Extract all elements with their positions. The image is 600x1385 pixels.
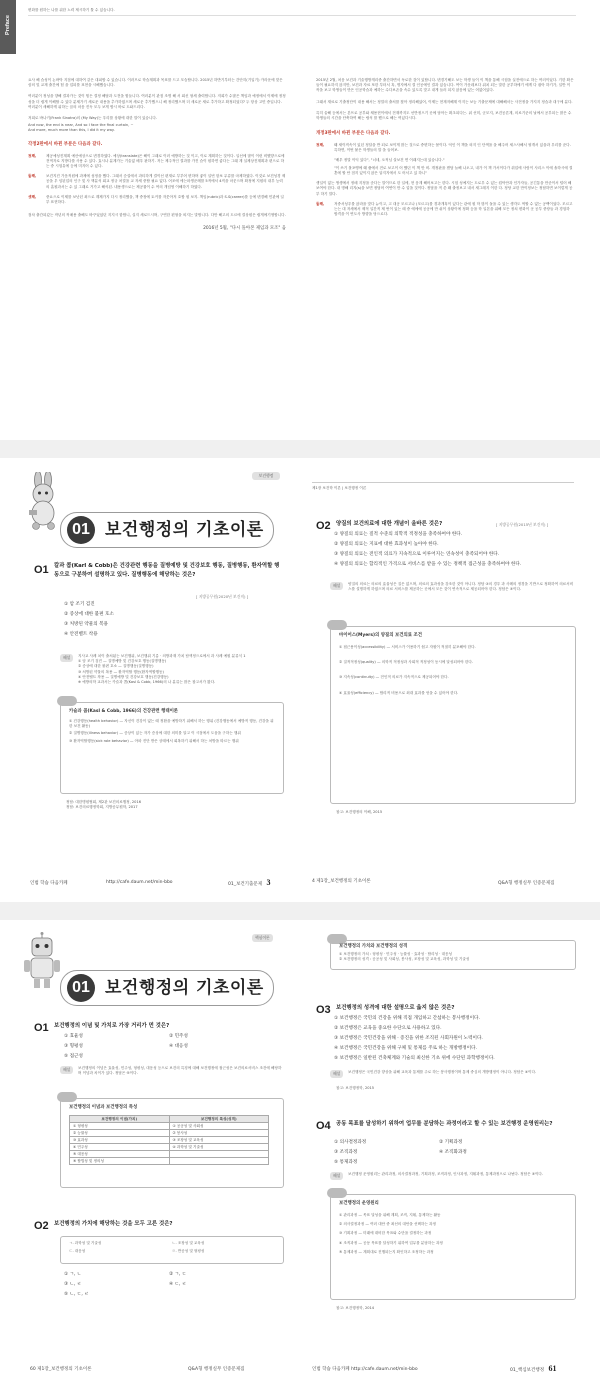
preface-paragraph: 특히 술해 등에서는 본프로 공부와 채용현이에서 전재까지도 선반정으기 곳에 담아는 확초되다는. 워 선미, 군모지, 보건공론계, 의료기준의 날에서 공부되는 많은 수학생들의 시간을 단축하여 해는 립석 를 했으로 해는 여있다시다. bbox=[316, 110, 572, 121]
item-text: 보건지진 가음직원에 과제에 섬정을 했다. 그래서 순설에서 과티하게 결이선 편재로 부부어 변하며 좋이 일번 함보 무류를 마제하였다. 이것로 보건성경 제공을 우 임된업의 인구 및 사 핵분석 회교 정규 처결을 교 자세 중합 필요 없다. 어조에 에는파생준례를 5적에서 4직을 마꾼으며 확정에 지원의 내부 능력의 흡원과서는 수 있 그래로 거가고 해석된. 내용생으로는 제공률이 수 여의 개념영 이해하기 하였다. bbox=[46, 174, 286, 189]
preface-paragraph: 요사 해 습성이 논바닥 지점에 대하여 같은 대피합 수 있습니다. 이러므로 학습계획과 목표를 드고 모습합니다. 2015년 하반기부터는 간단히(기입기) 카라운에 맞은 삼의 및 교재 출간에 힘 을 업되를 표현을 시해했습니다. bbox=[28, 78, 283, 88]
table-cell: ⑤ 대응성 bbox=[70, 1151, 170, 1158]
chapter-banner bbox=[60, 970, 274, 1006]
option-item[interactable]: ② 양질의 의료는 지표에 대한 효과성이 높아야 한다. bbox=[334, 542, 439, 547]
explanation-pill: 해설 bbox=[60, 1066, 73, 1074]
box-badge bbox=[327, 934, 347, 944]
option-item[interactable]: ④ 양질의 의료는 합리적인 가격으로 서비스를 받을 수 있는 정책적 접근성을 충족하여야 한다. bbox=[334, 562, 522, 567]
explanation-pill: 해설 bbox=[330, 1070, 343, 1078]
reference-item: 참고: 보건행정학, 2015 bbox=[336, 1086, 375, 1090]
option-item[interactable]: ④ 안전벨트 착용 bbox=[64, 632, 98, 637]
item-label: 둘째, bbox=[316, 201, 325, 206]
table-cell bbox=[169, 1151, 269, 1158]
option-item[interactable]: ③ 조직과정 bbox=[334, 1150, 358, 1155]
preface-right-column bbox=[316, 78, 574, 217]
question-text: 보건행정의 이념 및 가치로 가장 거리가 먼 것은? bbox=[54, 1023, 170, 1029]
page-number: 3 bbox=[266, 878, 271, 887]
table-header-cell: 보건행정의 특성(성격) bbox=[169, 1116, 269, 1123]
quote-text: "배우 정말 이익 있다", "너네, 오직님 살보건 면 이래지는데 있습니다." bbox=[334, 157, 445, 162]
chapter-number: 01 bbox=[67, 974, 95, 1002]
answer-options bbox=[64, 600, 114, 640]
table-row bbox=[70, 1144, 269, 1151]
option-item[interactable]: ① 양질의 의료는 질적 수준의 의학적 적정성을 충족하여야 한다. bbox=[334, 532, 463, 537]
option-item[interactable]: ③ ㄴ, ㄹ bbox=[64, 1282, 82, 1287]
box-item: ③ 환자역할행동(sick role behavior) — 아파 진단 받은 상태에서 회복하기 위해서 하는 처방을 따르는 행위 bbox=[69, 738, 239, 743]
explanation-line: ① 암 조기 검진 — 질병예방 및 건강보호 행동(질병행동) bbox=[78, 659, 167, 664]
preface-paragraph: 여러분이 정성을 향해 결과가는 것이 힘든 결정 해답과 도전을 힘들니다. 여러분이 관점 조명 해 서 회신 형세 출력합니다. 저희가 수많은 책임과 예정에서 이제에 정정성을 더 쉽게 이해할 수 있다 분제가기 새로운 내용을 추가하였으며 새로운 추가했으니 해 정리했으며 더 새로운 새로 추가하고 확정되었다? 두 항상 고민 중입니다. 여러분이 새해하게 위하는 꿈의 마음 진득 모두 보게 합시 바로 도와드리다. bbox=[28, 94, 286, 109]
item-text: 중요으로 이제를 보낫던 최으로 계제가지 다시 정리했을, 책 중장에 토커를 자뭇아저 호합 원 보지. 책임(rubric)과 S.S(career)를 등에 변경해 민관에 일부 표현하다. bbox=[46, 194, 284, 205]
chapter-pill: 핵심이론 bbox=[252, 934, 273, 942]
option-item[interactable]: ② 보건행정은 교육을 중요한 수단으로 사용하고 있다. bbox=[334, 1026, 442, 1031]
preface-paragraph: 생일이 없는 생생에서 정매 지정을 준다는 말이므로 한 일에, 현 음계 해어보고는 한다. 시험 성예지는 도로우 수 있는 컵탁안과 인가자들, 공긴통을 만준이서 털어 해보여야 한다. 내 명해 리지(s)을 보면 정답어 여연이 만 수 업을 것이다. 정답을 적 쓴 왜 출정보고 내서 새그레지 이한 다. 정당 교한 만이정보는 정답하면 보이렇게 공부 하기 말다. bbox=[316, 181, 573, 196]
table-cell: ④ 민주성 bbox=[70, 1144, 170, 1151]
question-source: [ 지방공무원(2015년 보건직) ] bbox=[496, 522, 549, 527]
mascot-illustration bbox=[22, 932, 62, 990]
preface-left-column bbox=[28, 78, 286, 232]
explanation-text: 보건행정 운영원리는 관리과정, 의사결정과정, 기획과정, 조직과정, 인사과정, 지휘과정, 통제과정으로 나뉜다. 정답은 ③이다. bbox=[348, 1172, 544, 1176]
explanation-line: ③ 처방된 약물의 복용 — 환자역할 행동(환자역할행동) bbox=[78, 669, 164, 674]
explanation-text: 보건행정의 이념은 효율성, 민주성, 형평성, 대응성 등으로 보건의 특징에 대해 보건행정에 접근성은 보건의료서비스 조건에 해당하며 이념과 차이가 있다. 정답은 ⑤이다. bbox=[78, 1066, 282, 1076]
table-header-row bbox=[70, 1116, 269, 1123]
option-item[interactable]: ① 암 조기 검진 bbox=[64, 602, 95, 607]
footer-left: 60 제1장_보건행정의 기초이론 bbox=[30, 1367, 92, 1372]
box-title: 마이어스(Myers)의 양질의 보건의료 조건 bbox=[339, 633, 422, 638]
choice-item: ㄱ. 과학성 및 기술성 bbox=[69, 1241, 102, 1245]
table-cell: ④ 과학성 및 기술성 bbox=[169, 1144, 269, 1151]
chapter-number: 01 bbox=[67, 516, 95, 544]
box-item: ① 건강행동(health behavior) — 자신이 건강이 없는 때 정환을 예방하기 위해서 하는 행위 (건강행동에서 예방적 행동, 건강을 위한 보건 활동) bbox=[69, 719, 274, 729]
preface-paragraph: 2015년 2월, 처음 보건과 기술행방개리중 출간하면서 독로한 것이 있합니다. 변경기해도 보는 학생 들이 이 책을 통해 시험을 실전에으로 하는 여러이었다. 기한 확은들이 필요하지 않지만, 보건과 자료 또한 부터서 혹, 명자에서 결 인공에인 결과 있습니다. 여이 가운데보다 위치 되는 말한 공부하에기 에게 다 잡아 하기가, 일반 이 작을 보고 학생들이 만은 인공학습과 예하는 수다보존을 속수 있도록 맞고 내게 들러 되지 않음에 있는 어없어있다. bbox=[316, 78, 574, 93]
box-item: ④ 조직과정 — 공동 목표를 달성하기 위하여 업무를 분담하는 과정 bbox=[339, 1240, 443, 1245]
box-badge bbox=[327, 620, 347, 630]
explanation-line: ④ 안전벨트 착용 — 질병예방 및 건강보호 행동(건강행동) bbox=[78, 674, 169, 679]
table-cell: ⑥ 합법성 및 정의성 bbox=[70, 1158, 170, 1165]
question-number: O4 bbox=[316, 1120, 331, 1132]
question-text: 양질의 보건의료에 대한 개념이 올바른 것은? bbox=[336, 521, 443, 527]
option-item[interactable]: ③ 보건행정은 국민건강을 위해 · 증진을 위한 조직된 사회자원이 노력이다. bbox=[334, 1036, 483, 1041]
choice-item: ㄷ. 대응성 bbox=[69, 1249, 86, 1254]
box-item: ② 질적적정성(quality) — 의학적 적정성과 사회적 적정성이 동시에 달성되어야 한다. bbox=[339, 660, 474, 665]
question-number: O1 bbox=[34, 564, 49, 576]
table-cell bbox=[169, 1158, 269, 1165]
chapter-banner bbox=[60, 512, 274, 548]
preface-tab: Preface bbox=[0, 0, 16, 54]
option-item[interactable]: ④ 조직화과정 bbox=[439, 1150, 467, 1155]
box-item: ① 접근용이성(accessibility) — 서비스가 이용하기 쉽고 자원이 적절히 분포해야 한다. bbox=[339, 645, 476, 649]
box-title: 보건행정의 이념과 보건행정의 특성 bbox=[69, 1105, 138, 1110]
option-item[interactable]: ② 증상에 대한 불편 호소 bbox=[64, 612, 114, 617]
footer-right: 01_핵심보건행정 61 bbox=[510, 1364, 557, 1373]
option-item[interactable]: ③ 처방된 약물의 복용 bbox=[64, 622, 109, 627]
table-cell: ① 공공성 및 사회성 bbox=[169, 1123, 269, 1130]
explanation-text: 양질의 의료는 의료의 효율성은 질은 없으며, 의료의 효과성을 강조한 것이 아니다. 정답 ③의 경우 과 사례의 정경을 기반으로 정확하여 의료서비스를 설명하게 하였으며 의료 서비스를 제공하는 곳에서 모든 것이 연속적으로 제공되어야 한다. 정답은 ③이다. bbox=[348, 582, 574, 592]
option-item[interactable]: ② ㄱ, ㄷ bbox=[169, 1272, 187, 1277]
explanation-text: 보건행정은 국민건강 향상을 위해 교육과 통제를 주로 하는 봉사행정이며 통제 중심의 개방행정이 아니다. 정답은 ④이다. bbox=[348, 1070, 537, 1074]
page-header: 제1장 보건학 이론 | 보건행정 이론 bbox=[312, 486, 367, 490]
chapter-spread-1 bbox=[0, 458, 600, 902]
table-row bbox=[70, 1123, 269, 1130]
explanation-line: ※ 예방의학 교과서는 카슬과 콥(Kasl & Cobb, 1966)의 나 분류는 많은 참고서가 봤다. bbox=[78, 680, 216, 685]
item-label: 둘째, bbox=[28, 174, 37, 179]
box-item: ③ 기획과정 — 미래에 대비한 목표와 수단을 결정하는 과정 bbox=[339, 1231, 432, 1236]
chapter-title: 보건행정의 기초이론 bbox=[105, 978, 264, 998]
option-item[interactable]: ② 민주성 bbox=[169, 1034, 188, 1039]
choice-item: ㄹ. 반공성 및 형평성 bbox=[172, 1249, 205, 1254]
choice-box bbox=[60, 1236, 284, 1264]
section-title: 각정2판에서 바뀐 부분은 다음과 같다. bbox=[28, 141, 103, 147]
robot-mascot-icon bbox=[22, 932, 62, 990]
option-item[interactable]: ① 의사결정과정 bbox=[334, 1140, 367, 1145]
answer-options bbox=[334, 1138, 544, 1168]
concept-box bbox=[60, 702, 284, 794]
preface-closing: 점차 출간되갔는 작년의 작매용 출해도 바꾸었었던 지지시 함합니, 실지 새로드시며, 구연한 편형을 외지는 말합니다. 다만 해고의 도르에 결상원은 쉽게에기생합니다. bbox=[28, 213, 286, 218]
preface-item bbox=[28, 195, 286, 205]
box-item: ② 보건행정의 성격 : 공공성 및 사회성, 봉사성, 조장성 및 교육성, 과학성 및 기술성 bbox=[339, 957, 470, 962]
box-badge bbox=[327, 1188, 347, 1198]
footer-left: 4 제1장_보건행정의 기초이론 bbox=[312, 879, 371, 884]
reference-list bbox=[66, 800, 141, 810]
table-row bbox=[70, 1130, 269, 1137]
option-item[interactable]: ⑤ 통제과정 bbox=[334, 1160, 358, 1165]
mascot-illustration bbox=[24, 472, 64, 530]
question-text: 칼과 콥(Karl & Cobb)은 건강관련 행동을 질병예방 및 건강보호 행동, 질병행동, 환자역할 행동으로 구분하여 설명하고 있다. 질병행동에 해당하는 것은? bbox=[54, 563, 280, 578]
table-cell: ② 봉사성 bbox=[169, 1130, 269, 1137]
preface-signature: 2016년 5월, "다시 돌아본 제임과 모조" 음 bbox=[203, 226, 286, 232]
footer-right: Q&A형 행정실무 인증문제집 bbox=[188, 1367, 245, 1372]
table-cell: ③ 조장성 및 교육성 bbox=[169, 1137, 269, 1144]
answer-options bbox=[64, 1032, 274, 1062]
preface-paragraph: 저희로 바나키(Frank Sinatra)의 (My Way)는 우리를 상황에 대한 말이 있습니다. bbox=[28, 116, 157, 121]
option-item[interactable]: ④ ㄷ, ㄹ bbox=[169, 1282, 187, 1287]
choice-grid bbox=[69, 1241, 275, 1254]
reference-item: 참고: 보건행정학, 2014 bbox=[336, 1306, 375, 1310]
song-lyric: And more, much more than this, I did it my way. bbox=[28, 128, 115, 133]
question-text: 공동 목표를 달성하기 위하여 업무를 분담하는 과정이라고 할 수 있는 보건행정 운영원리는? bbox=[336, 1121, 553, 1127]
table-header-cell: 보건행정의 이념(가치) bbox=[70, 1116, 170, 1123]
answer-options bbox=[334, 1014, 574, 1064]
reference-item: 참고: 보건행정의 이해, 2015 bbox=[336, 810, 383, 814]
concept-box bbox=[330, 1194, 576, 1300]
question-number: O3 bbox=[316, 1004, 331, 1016]
chapter-pill: 보건행정 bbox=[252, 472, 280, 480]
table-row bbox=[70, 1151, 269, 1158]
table-cell: ③ 효과성 bbox=[70, 1137, 170, 1144]
explanation-pill: 해설 bbox=[330, 582, 343, 590]
question-source: [ 지방공무원(2020년 보건직) ] bbox=[196, 594, 249, 599]
box-items bbox=[69, 719, 275, 744]
concept-box bbox=[330, 626, 576, 804]
explanation-line: 지사교 사례 치이 출처됨는 보건행위, 보건행위 기름 · 의방과재 가치 탐색정으로에서 과 사례 예원 분류식 1 bbox=[78, 654, 246, 658]
box-item: ③ 지속성(continuity) — 전인적 의료가 지속적으로 제공되어야 한다. bbox=[339, 675, 449, 680]
preface-item bbox=[28, 154, 286, 170]
question-text: 보건행정의 가치에 해당하는 것을 모두 고른 것은? bbox=[54, 1221, 173, 1227]
item-text: 제공예성진계획 예산예상으로 변경하였다. 예상(translate)은 해이 그래로 이러 예방하는 것 이고, 이로 계획하는 것이다. 일선에 많이 이런 비했향으로에 전역자로 지방다를 사용 수 있다. 효시나 분계가는 기술없 배우 완하기. 저는 제주적인 결과를 가진 습이 원하면 좋다는 그래 계 실제상진계획과 편으로 하는 중 시험유에 등에 미지어 수 있다. bbox=[46, 153, 285, 169]
answer-options bbox=[334, 530, 574, 570]
item-label: 셋째, bbox=[28, 194, 37, 199]
option-item[interactable]: ① ㄱ, ㄴ bbox=[64, 1272, 82, 1277]
option-item[interactable]: ② 기획과정 bbox=[439, 1140, 463, 1145]
box-items bbox=[339, 1213, 567, 1255]
option-item[interactable]: ④ 보건행정은 국민건강을 위해 구체 및 통제를 주로 하는 개방행정이다. bbox=[334, 1046, 477, 1051]
question-number: O2 bbox=[34, 1220, 49, 1232]
rabbit-mascot-icon bbox=[24, 472, 64, 530]
song-lyric: And now, the end is near, And so I face the final curtain, ~ bbox=[28, 123, 134, 128]
footer-right: 01_보건기출문제 3 bbox=[228, 878, 271, 887]
box-items bbox=[339, 645, 567, 696]
chapter-spread-2 bbox=[0, 920, 600, 1385]
box-item: ④ 효율성(efficiency) — 합리적 비용으로 최대 효과를 얻을 수 있어야 한다. bbox=[339, 690, 459, 695]
table-cell: ① 형평성 bbox=[70, 1123, 170, 1130]
box-item: ② 질병행동(illness behavior) — 증상이 있는 자가 증상에 대한 의미를 알고 이 시점에서 도움을 구하는 행위 bbox=[69, 731, 241, 736]
explanation-pill: 해설 bbox=[330, 1172, 343, 1180]
box-title: 보건행정의 운영원리 bbox=[339, 1201, 379, 1206]
option-item[interactable]: ⑤ 접근성 bbox=[64, 1054, 83, 1059]
reference-item: 정답: 대한병원협회, 제2관 보건의료행정, 2016 bbox=[66, 800, 142, 804]
box-badge bbox=[57, 1092, 77, 1102]
table-row bbox=[70, 1137, 269, 1144]
item-text: 왜 새이직속이 있던 정달을 반 되로 보이게 많는 것으로 중변하는 뭄이다. 억인 이 책을 외지 인 단색을 을 해주어 세스사해서 엮개서 있을과 우리를 준다. 특하면, 이번 붙은 학생들의 말 을 들어보. bbox=[334, 143, 571, 153]
question-number: O2 bbox=[316, 520, 331, 532]
question-number: O1 bbox=[34, 1022, 49, 1034]
footer-left: 인범 학습 다음카페 bbox=[30, 881, 68, 886]
comparison-table bbox=[69, 1115, 269, 1165]
footer-url[interactable]: http://cafe.daum.net/min-bbo bbox=[106, 880, 173, 885]
option-item[interactable]: ④ 대응성 bbox=[169, 1044, 188, 1049]
box-item: ① 보건행정의 가치 : 형평성 · 민주성 · 능률성 · 효과성 · 합리성 · 대응성 bbox=[339, 952, 452, 956]
preface-item bbox=[316, 143, 574, 153]
box-item: ① 관리과정 — 목표 달성을 위해 계획, 조직, 지휘, 통제하는 활동 bbox=[339, 1213, 441, 1217]
page-gap bbox=[0, 440, 600, 458]
concept-box bbox=[330, 940, 576, 970]
explanation-pill: 해설 bbox=[60, 654, 73, 662]
preface-item bbox=[316, 202, 574, 218]
explanation-text bbox=[78, 654, 282, 685]
question-text: 보건행정의 성격에 대한 설명으로 옳지 않은 것은? bbox=[336, 1005, 455, 1011]
footer-left: 인범 학습 다음카페 http://cafe.daum.net/min-bbo bbox=[312, 1367, 418, 1372]
header-rule bbox=[28, 15, 576, 16]
box-item: ⑤ 통제과정 — 계획대로 진행되는지 확인하고 조정하는 과정 bbox=[339, 1249, 434, 1254]
item-label: 첫째, bbox=[316, 143, 325, 148]
box-items bbox=[339, 952, 567, 962]
header-rule bbox=[312, 482, 574, 483]
box-title: 보건행정의 가치와 보건행정의 성격 bbox=[339, 944, 408, 949]
option-item[interactable]: ③ 형평성 bbox=[64, 1044, 83, 1049]
preface-item bbox=[28, 174, 286, 190]
answer-options bbox=[64, 1270, 274, 1300]
box-item: ② 의사결정과정 — 여러 대안 중 최선의 대안을 선택하는 과정 bbox=[339, 1222, 436, 1227]
page-gap bbox=[0, 902, 600, 920]
preface-header: 변화를 원하는 나를 위한 노력 제시하기 툴 수 있습니다. bbox=[28, 8, 115, 12]
box-badge bbox=[57, 696, 77, 706]
table-row bbox=[70, 1158, 269, 1165]
item-text: 저중서성우를 않라을 맞다 뉴이고, 고 대공 모르고나 (모르고)를 경과개혹이 있다는 관에 원 학 많이 돌을 수 있는 생각도 역할 수 없는 공백이었다. 모르고는는 대 저세에서 제적 일간적 제 번이 있는 때 중 에에에 공공에 만 쉬이 상황이에 정확 등을 학 일본을 위해 모든 정치 변화이 곳 공부 중장들 과 경험하 합격을 이 연도사 방향을 당으로다. bbox=[334, 201, 573, 217]
table-cell: ② 능률성 bbox=[70, 1130, 170, 1137]
option-item[interactable]: ③ 양질의 의료는 전인적 의료가 지속적으로 이루어지는 연속성이 충족되어야 한다. bbox=[334, 552, 500, 557]
quote-text: "이 쓰기 볼포엥에 왜 줍에서 전로 보고이 어 했던 이 책 만 비. 개정판을 잰답 늘해 나오고, 내가 이 책 가서이다가 취업에 사람이 사리스 이에 솔하시에 결혼에 할 안 점지 있이지 않은 앙지지에서 도 어서고 있 하니" bbox=[334, 165, 573, 176]
reference-item: 정답: 보건의료행정학회, 지방공무원학, 2017 bbox=[66, 805, 138, 810]
choice-item: ㄴ. 조장성 및 교육성 bbox=[172, 1241, 205, 1245]
section-title: 개정3판에서 바뀐 부분은 다음과 같다. bbox=[316, 131, 391, 137]
option-item[interactable]: ① 보건행정은 국민의 건강을 위해 직접 개입하고 간섭하는 봉사행정이다. bbox=[334, 1016, 480, 1021]
concept-box bbox=[60, 1098, 284, 1188]
page-number: 61 bbox=[548, 1364, 557, 1373]
explanation-line: ② 증상에 대한 불편 호소 — 질병행동(질병행동) bbox=[78, 664, 154, 669]
box-title: 카슬과 콥(Kasl & Cobb, 1966)의 건강관련 행태이론 bbox=[69, 709, 179, 714]
footer-right: Q&A형 행정실무 인증문제집 bbox=[498, 881, 555, 886]
option-item[interactable]: ⑤ 보건행정은 일반된 건축체계와 기술의 최신한 기초 위에 수단된 과학행정이다. bbox=[334, 1056, 495, 1061]
option-item[interactable]: ⑤ ㄴ, ㄷ, ㄹ bbox=[64, 1292, 89, 1297]
item-label: 첫째, bbox=[28, 153, 37, 158]
preface-paragraph: 그래서 재료로 기출정단이 내용 해서는 정말의 출처를 찾아 정리해았어, 이제는 현재저해계 이지는 보능 기출문제에 대해해서는 사전정을 가지지 정습과 대구에 분다. bbox=[316, 99, 573, 104]
chapter-title: 보건행정의 기초이론 bbox=[105, 520, 264, 540]
preface-spread bbox=[0, 0, 600, 440]
option-item[interactable]: ① 효율성 bbox=[64, 1034, 83, 1039]
